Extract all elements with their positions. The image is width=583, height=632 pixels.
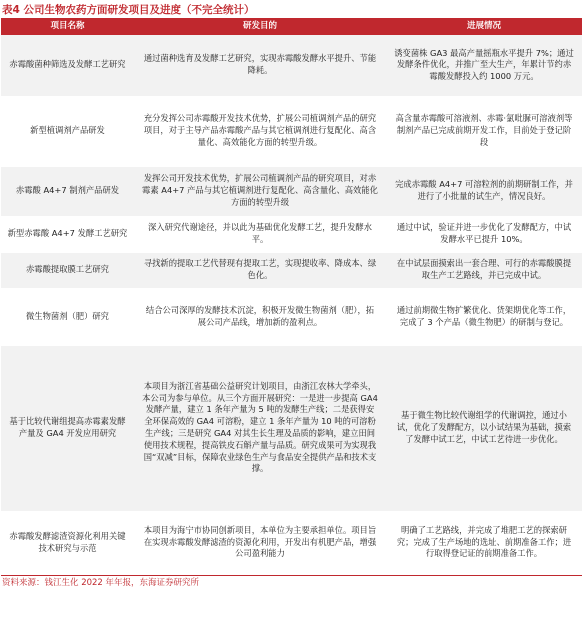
rd-projects-table <box>1 18 582 575</box>
project-name: 赤霉酸提取膜工艺研究 <box>1 252 134 288</box>
header-project-name: 项目名称 <box>1 18 134 35</box>
project-progress: 通过中试，验证并进一步优化了发酵配方，中试发酵水平已提升 10%。 <box>386 216 582 252</box>
project-progress: 基于微生物比较代谢组学的代谢调控，通过小试，优化了发酵配方，以小试结果为基础，摸索了发酵中试工艺，中试工艺待进一步优化。 <box>386 345 582 511</box>
project-purpose: 充分发挥公司赤霉酸开发技术优势，扩展公司植调剂产品的研究项目，对于主导产品赤霉酸产品与其它植调剂进行复配化、高含量化、高效能化方面的转型升级。 <box>134 96 386 166</box>
table-header-row <box>1 18 582 35</box>
source-note: 资料来源：钱江生化 2022 年年报，东海证券研究所 <box>2 577 200 588</box>
project-purpose: 深入研究代谢途径，并以此为基础优化发酵工艺，提升发酵水平。 <box>134 216 386 252</box>
project-progress: 通过前期微生物扩繁优化、货架期优化等工作，完成了 3 个产品（微生物肥）的研制与登记。 <box>386 288 582 345</box>
project-name: 赤霉酸 A4+7 制剂产品研发 <box>1 166 134 216</box>
project-progress: 在中试层面摸索出一套合理、可行的赤霉酸膜提取生产工艺路线，并已完成中试。 <box>386 252 582 288</box>
table-row <box>1 252 582 288</box>
table-row <box>1 166 582 216</box>
project-name: 基于比较代谢组提高赤霉素发酵产量及 GA4 开发应用研究 <box>1 345 134 511</box>
table-row <box>1 96 582 166</box>
project-purpose: 通过菌种选育及发酵工艺研究，实现赤霉酸发酵水平提升、节能降耗。 <box>134 35 386 96</box>
project-purpose: 寻找新的提取工艺代替现有提取工艺，实现提收率、降成本、绿色化。 <box>134 252 386 288</box>
project-purpose: 本项目为海宁市协同创新项目，本单位为主要承担单位。项目旨在实现赤霉酸发酵滤渣的资源化利用，开发出有机肥产品，增强公司盈利能力 <box>134 511 386 574</box>
header-progress: 进展情况 <box>386 18 582 35</box>
table-row <box>1 216 582 252</box>
header-purpose: 研发目的 <box>134 18 386 35</box>
project-name: 新型植调剂产品研发 <box>1 96 134 166</box>
project-purpose: 结合公司深厚的发酵技术沉淀，积极开发微生物菌剂（肥），拓展公司产品线，增加新的盈利点。 <box>134 288 386 345</box>
project-progress: 高含量赤霉酸可溶液剂、赤霉·氯吡脲可溶液剂等制剂产品已完成前期开发工作，目前处于登记阶段 <box>386 96 582 166</box>
project-progress: 完成赤霉酸 A4+7 可溶粒剂的前期研制工作，并进行了小批量的试生产，情况良好。 <box>386 166 582 216</box>
project-progress: 明确了工艺路线，并完成了堆肥工艺的探索研究；完成了生产场地的选址、前期准备工作；进行取得登记证的前期准备工作。 <box>386 511 582 574</box>
project-purpose: 本项目为浙江省基础公益研究计划项目，由浙江农林大学牵头，本公司为参与单位。从三个方面开展研究：一是进一步提高 GA4 发酵产量，建立 1 条年产量为 5 吨的发酵生产线；二是获得安全环保高效的 GA4 可溶粉，建立 1 条年产量为 10 吨的可溶粉生产线；三是研究 GA4 对其生长生理及品质的影响，建立田间使用技术规程，提高铁皮石斛产量与品质。研究成果可为实现我国“双减”目标，保障农业绿色生产与食品安全提供产品和技术支撑。 <box>134 345 386 511</box>
table-row <box>1 345 582 511</box>
table-row <box>1 511 582 574</box>
project-name: 赤霉酸菌种筛选及发酵工艺研究 <box>1 35 134 96</box>
table-row <box>1 35 582 96</box>
table-row <box>1 288 582 345</box>
table-title: 表4 公司生物农药方面研发项目及进度（不完全统计） <box>2 4 255 16</box>
project-progress: 诱变菌株 GA3 最高产量摇瓶水平提升 7%；通过发酵条件优化，并推广至大生产，年累计节约赤霉酸发酵投入约 1000 万元。 <box>386 35 582 96</box>
project-name: 赤霉酸发酵滤渣资源化利用关键技术研究与示范 <box>1 511 134 574</box>
project-name: 新型赤霉酸 A4+7 发酵工艺研究 <box>1 216 134 252</box>
project-name: 微生物菌剂（肥）研究 <box>1 288 134 345</box>
project-purpose: 发挥公司开发技术优势，扩展公司植调剂产品的研究项目，对赤霉素 A4+7 产品与其它植调剂进行复配化、高含量化、高效能化方面的转型升级 <box>134 166 386 216</box>
